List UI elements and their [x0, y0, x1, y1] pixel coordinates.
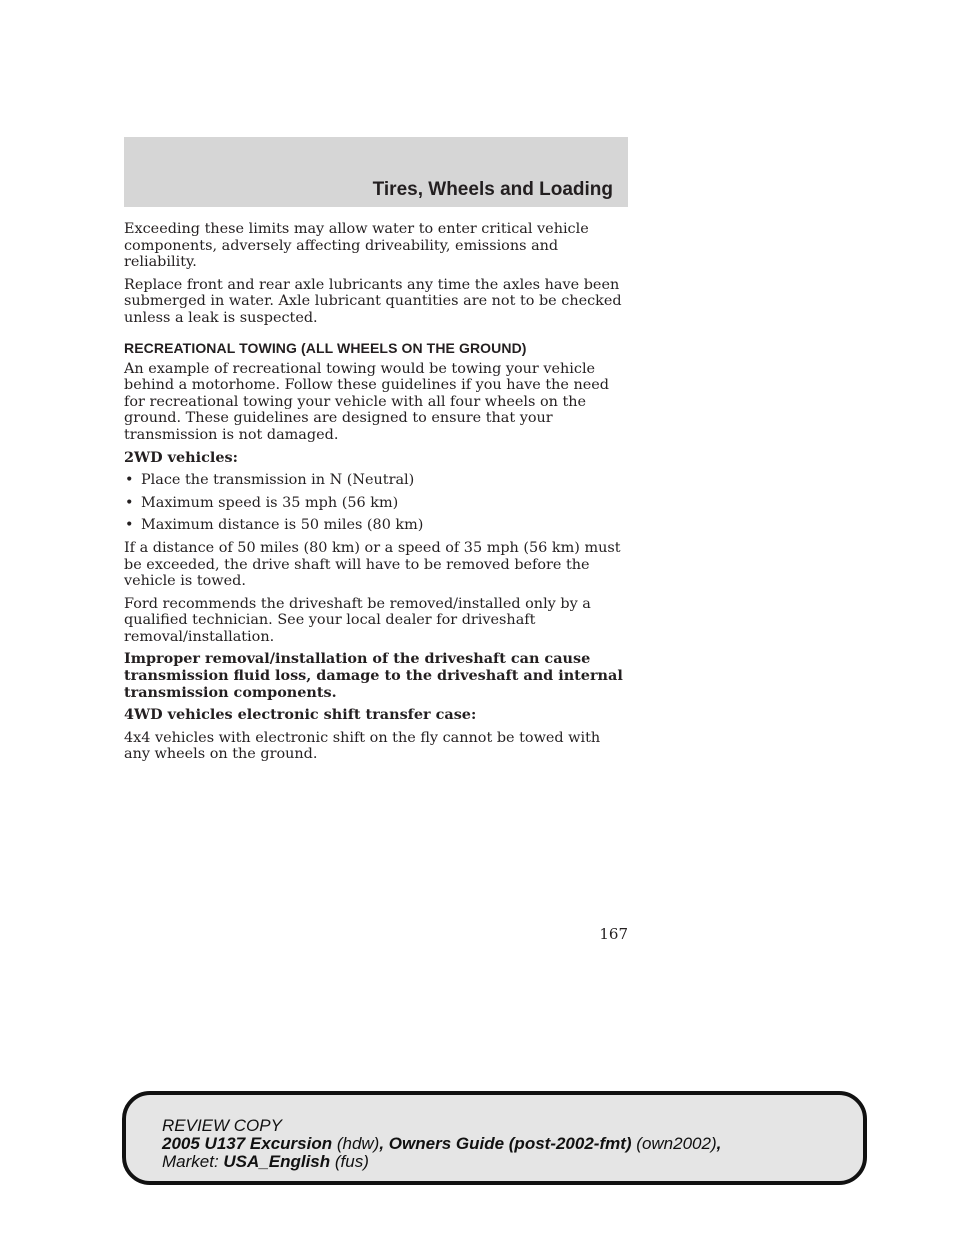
paragraph: Ford recommends the driveshaft be removed/installed only by a qualified technician. See your local dealer for driveshaft removal/installation. [124, 595, 591, 645]
guide-code: (own2002) [631, 1134, 717, 1153]
market-label: Market: [162, 1152, 224, 1171]
section-header-band [124, 137, 628, 207]
list-item-text: Maximum distance is 50 miles (80 km) [141, 517, 424, 534]
paragraph: If a distance of 50 miles (80 km) or a speed of 35 mph (56 km) must be exceeded, the drive shaft will have to be removed before the vehicle is towed. [124, 539, 621, 590]
section-heading: RECREATIONAL TOWING (ALL WHEELS ON THE GROUND) [124, 339, 527, 356]
subheading-2wd: 2WD vehicles: [124, 448, 238, 466]
trailing-comma: , [716, 1134, 722, 1153]
list-item-text: Place the transmission in N (Neutral) [141, 472, 415, 489]
list-item [124, 495, 628, 512]
guide-name: Owners Guide (post-2002-fmt) [388, 1134, 632, 1153]
paragraph: Replace front and rear axle lubricants any time the axles have been submerged in water. Axle lubricant quantities are not to be checked unless a leak is suspected. [124, 276, 622, 326]
review-copy-model-line [162, 1135, 721, 1153]
bullet-list [124, 472, 628, 534]
bullet-icon: • [125, 494, 134, 511]
section-title: Tires, Wheels and Loading [372, 179, 613, 200]
model-name: 2005 U137 Excursion [162, 1134, 333, 1153]
bullet-icon: • [125, 472, 134, 489]
subheading-4wd: 4WD vehicles electronic shift transfer case: [124, 706, 477, 724]
paragraph: An example of recreational towing would be towing your vehicle behind a motorhome. Follow these guidelines if you have the need for recreational towing your vehicle with all four wheels on the ground. These guidelines are designed to ensure that your transmission is not damaged. [124, 360, 609, 443]
page-content [124, 221, 628, 769]
model-code: (hdw) [332, 1134, 380, 1153]
paragraph: Exceeding these limits may allow water to enter critical vehicle components, adversely affecting driveability, emissions and reliability. [124, 221, 589, 271]
review-copy-text [162, 1117, 721, 1171]
list-item-text: Maximum speed is 35 mph (56 km) [141, 494, 399, 511]
market-name: USA_English [223, 1152, 331, 1171]
warning-text: Improper removal/installation of the driveshaft can cause transmission fluid loss, damage to the driveshaft and internal transmission components. [124, 650, 623, 701]
page-number: 167 [599, 925, 628, 943]
list-item [124, 472, 628, 489]
review-copy-market-line [162, 1153, 721, 1171]
paragraph: 4x4 vehicles with electronic shift on the fly cannot be towed with any wheels on the ground. [124, 729, 601, 763]
guide-separator: , [379, 1134, 389, 1153]
review-copy-box [122, 1091, 867, 1185]
bullet-icon: • [125, 517, 134, 534]
market-code: (fus) [330, 1152, 369, 1171]
list-item [124, 517, 628, 534]
review-copy-label: REVIEW COPY [162, 1116, 282, 1135]
